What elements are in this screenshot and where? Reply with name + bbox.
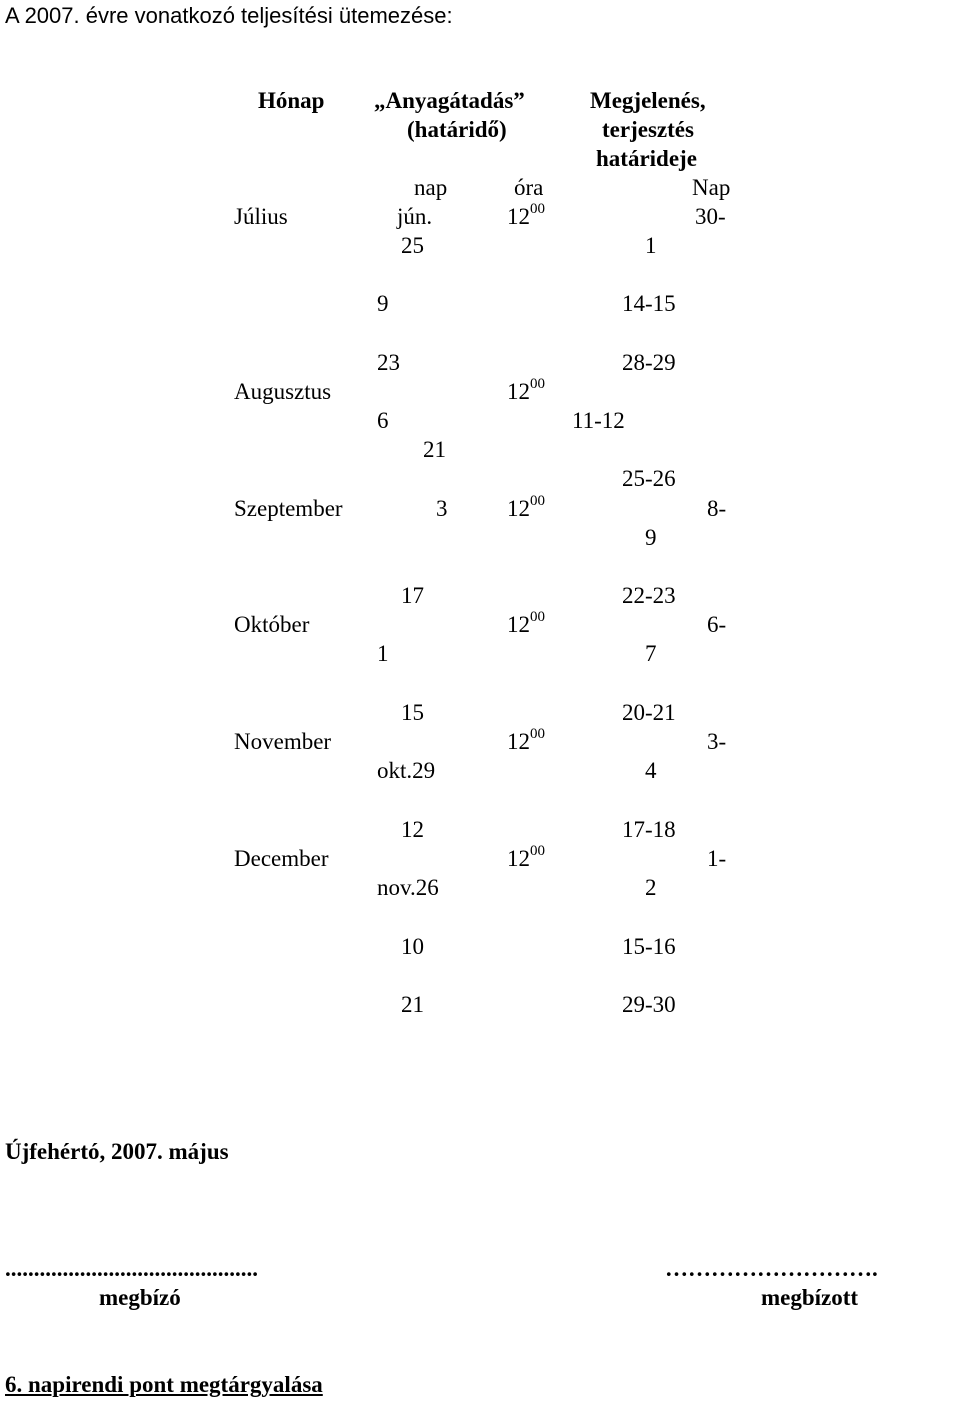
delivery-day: okt.29 — [377, 758, 436, 783]
publication-day: 15-16 — [622, 934, 676, 959]
delivery-hour: $12^{00}$ — [507, 493, 545, 521]
delivery-hour: $12^{00}$ — [507, 201, 545, 229]
delivery-day: 21 — [423, 437, 446, 462]
delivery-day: 6 — [377, 408, 389, 433]
delivery-hour: $12^{00}$ — [507, 726, 545, 754]
place-date: Újfehértó, 2007. május — [5, 1139, 229, 1164]
publication-day: 25-26 — [622, 466, 676, 491]
publication-day: 8- — [707, 496, 727, 521]
publication-day: 9 — [645, 525, 657, 550]
publication-day: 1 — [645, 233, 657, 258]
delivery-day: 23 — [377, 350, 400, 375]
month-december: December — [234, 846, 329, 871]
month-oktober: Október — [234, 612, 310, 637]
delivery-day: 17 — [401, 583, 424, 608]
delivery-day: nov.26 — [377, 875, 439, 900]
publication-day: 2 — [645, 875, 657, 900]
publication-day: 11-12 — [572, 408, 625, 433]
month-szeptember: Szeptember — [234, 496, 343, 521]
header-distribution: terjesztés — [602, 117, 694, 142]
publication-day: 30- — [695, 204, 726, 229]
header-delivery: „Anyagátadás” — [374, 88, 525, 113]
delivery-month-jun: jún. — [397, 204, 433, 229]
publication-day: 28-29 — [622, 350, 676, 375]
delivery-day: 3 — [436, 496, 448, 521]
month-november: November — [234, 729, 332, 754]
publication-day: 17-18 — [622, 817, 676, 842]
publication-day: 14-15 — [622, 291, 676, 316]
subheader-pub-day: Nap — [692, 175, 731, 200]
delivery-hour: $12^{00}$ — [507, 843, 545, 871]
publication-day: 22-23 — [622, 583, 676, 608]
delivery-day: 12 — [401, 817, 424, 842]
publication-day: 4 — [645, 758, 657, 783]
signature-label-left: megbízó — [99, 1285, 181, 1310]
subheader-hour: óra — [514, 175, 544, 200]
delivery-hour: $12^{00}$ — [507, 376, 545, 404]
header-deadline: határideje — [596, 146, 697, 171]
delivery-day: 10 — [401, 934, 424, 959]
next-section-heading: 6. napirendi pont megtárgyalása — [5, 1372, 323, 1397]
header-publication: Megjelenés, — [590, 88, 706, 113]
delivery-day: 25 — [401, 233, 424, 258]
delivery-day: 9 — [377, 291, 389, 316]
header-delivery-deadline: (határidő) — [407, 117, 507, 142]
publication-day: 7 — [645, 641, 657, 666]
publication-day: 29-30 — [622, 992, 676, 1017]
publication-day: 1- — [707, 846, 727, 871]
signature-label-right: megbízott — [761, 1285, 859, 1310]
publication-day: 6- — [707, 612, 727, 637]
month-julius: Július — [234, 204, 288, 229]
signature-line-right: ………………………. — [665, 1256, 878, 1281]
delivery-day: 15 — [401, 700, 424, 725]
publication-day: 20-21 — [622, 700, 676, 725]
month-augusztus: Augusztus — [234, 379, 332, 404]
delivery-day: 21 — [401, 992, 424, 1017]
signature-line-left: ............................................ — [5, 1256, 258, 1281]
delivery-day: 1 — [377, 641, 389, 666]
delivery-hour: $12^{00}$ — [507, 609, 545, 637]
subheader-day: nap — [414, 175, 448, 200]
header-month: Hónap — [258, 88, 325, 113]
intro-text: A 2007. évre vonatkozó teljesítési ütemezése: — [5, 3, 453, 28]
publication-day: 3- — [707, 729, 727, 754]
